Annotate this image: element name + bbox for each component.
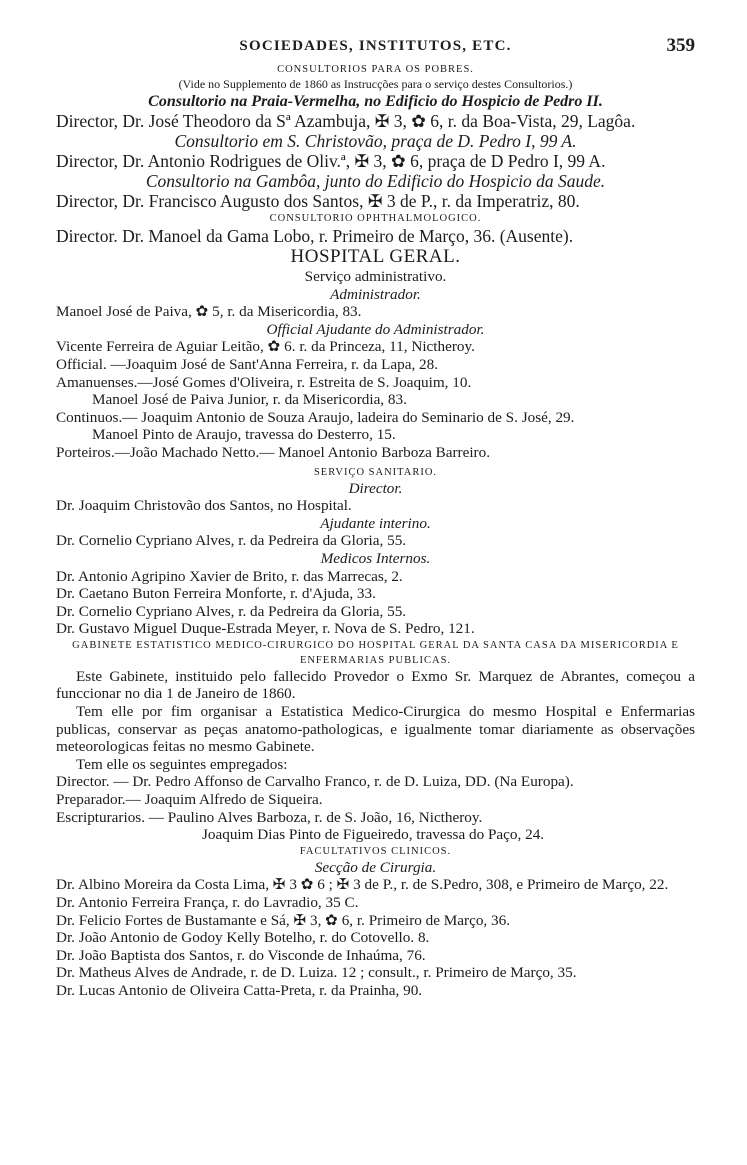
medico-interno-entry: Dr. Cornelio Cypriano Alves, r. da Pedreira da Gloria, 55. bbox=[56, 602, 407, 620]
ophthalmo-heading: CONSULTORIO OPHTHALMOLOGICO. bbox=[269, 213, 482, 224]
gabinete-heading: GABINETE ESTATISTICO MEDICO-CIRURGICO DO HOSPITAL GERAL DA SANTA CASA DA MISERICORDIA E ENFERMARIAS PUBLICAS. bbox=[72, 639, 679, 666]
servico-sanitario-heading: SERVIÇO SANITARIO. bbox=[313, 466, 438, 478]
consultorios-note: (Vide no Supplemento de 1860 as Instrucções para o serviço destes Consultorios.) bbox=[178, 77, 573, 91]
running-title: SOCIEDADES, INSTITUTOS, ETC. bbox=[239, 38, 512, 54]
medico-interno-entry: Dr. Caetano Buton Ferreira Monforte, r. d'Ajuda, 33. bbox=[56, 585, 376, 603]
administrador-entry: Manoel José de Paiva, ✿ 5, r. da Misericordia, 83. bbox=[56, 303, 362, 321]
continuos-entry-2: Manoel Pinto de Araujo, travessa do Desterro, 15. bbox=[92, 426, 396, 444]
gabinete-escripturarios: Escripturarios. — Paulino Alves Barboza, r. de S. João, 16, Nictheroy. bbox=[56, 808, 483, 826]
facultativo-entry: Dr. Felicio Fortes de Bustamante e Sá, ✠ 3, ✿ 6, r. Primeiro de Março, 36. bbox=[56, 911, 510, 929]
facultativo-entry: Dr. João Antonio de Godoy Kelly Botelho, r. do Cotovello. 8. bbox=[56, 929, 430, 947]
official-entry: Official. —Joaquim José de Sant'Anna Ferreira, r. da Lapa, 28. bbox=[56, 355, 439, 373]
facultativos-section bbox=[56, 844, 695, 1000]
medicos-internos-label: Medicos Internos. bbox=[320, 549, 431, 567]
gabinete-section bbox=[56, 638, 695, 844]
praia-vermelha-director: Director, Dr. José Theodoro da Sª Azambuja, ✠ 3, ✿ 6, r. da Boa-Vista, 29, Lagôa. bbox=[56, 111, 636, 131]
medico-interno-entry: Dr. Antonio Agripino Xavier de Brito, r. das Marrecas, 2. bbox=[56, 567, 403, 585]
administrador-label: Administrador. bbox=[330, 285, 421, 303]
gamboa-director: Director, Dr. Francisco Augusto dos Santos, ✠ 3 de P., r. da Imperatriz, 80. bbox=[56, 191, 580, 211]
gabinete-preparador: Preparador.— Joaquim Alfredo de Siqueira. bbox=[56, 791, 323, 809]
consultorios-heading: CONSULTORIOS PARA OS POBRES. bbox=[277, 64, 474, 75]
hospital-section bbox=[56, 246, 695, 638]
facultativo-entry: Dr. João Baptista dos Santos, r. do Visconde de Inhaúma, 76. bbox=[56, 946, 426, 964]
hospital-title: HOSPITAL GERAL. bbox=[290, 246, 461, 267]
page-header bbox=[56, 30, 695, 62]
praia-vermelha-title: Consultorio na Praia-Vermelha, no Edificio do Hospicio de Pedro II. bbox=[148, 93, 603, 110]
ophthalmo-director: Director. Dr. Manoel da Gama Lobo, r. Primeiro de Março, 36. (Ausente). bbox=[56, 226, 574, 246]
sao-christovao-title: Consultorio em S. Christovão, praça de D. Pedro I, 99 A. bbox=[174, 131, 577, 151]
amanuenses-entry-2: Manoel José de Paiva Junior, r. da Misericordia, 83. bbox=[92, 391, 407, 409]
gabinete-paragraph-3: Tem elle os seguintes empregados: bbox=[76, 755, 288, 773]
ajudante-entry: Dr. Cornelio Cypriano Alves, r. da Pedreira da Gloria, 55. bbox=[56, 532, 407, 550]
consultorios-section bbox=[56, 62, 695, 246]
gabinete-paragraph-2: Tem elle por fim organisar a Estatistica Medico-Cirurgica do mesmo Hospital e Enfermarias publicas, conservar as peças anatomo-pathologicas, e igualmente tomar diariamente as observações meteorologicas feitas no mesmo Gabinete. bbox=[56, 703, 695, 756]
facultativo-entry: Dr. Antonio Ferreira França, r. do Lavradio, 35 C. bbox=[56, 894, 359, 911]
servico-administrativo: Serviço administrativo. bbox=[304, 268, 447, 285]
gamboa-title: Consultorio na Gambôa, junto do Edificio do Hospicio da Saude. bbox=[145, 171, 606, 191]
official-ajudante-entry: Vicente Ferreira de Aguiar Leitão, ✿ 6. r. da Princeza, 11, Nictheroy. bbox=[56, 338, 475, 356]
gabinete-paragraph-1: Este Gabinete, instituido pelo fallecido Provedor o Exmo Sr. Marquez de Abrantes, começou a funccionar no dia 1 de Janeiro de 1860. bbox=[56, 667, 695, 703]
gabinete-escripturarios-2: Joaquim Dias Pinto de Figueiredo, travessa do Paço, 24. bbox=[202, 826, 545, 844]
ajudante-label: Ajudante interino. bbox=[320, 514, 431, 532]
continuos-entry: Continuos.— Joaquim Antonio de Souza Araujo, ladeira do Seminario de S. José, 29. bbox=[56, 408, 575, 426]
director-entry: Dr. Joaquim Christovão dos Santos, no Hospital. bbox=[56, 497, 352, 515]
official-ajudante-label: Official Ajudante do Administrador. bbox=[266, 320, 485, 338]
facultativo-entry: Dr. Lucas Antonio de Oliveira Catta-Preta, r. da Prainha, 90. bbox=[56, 981, 423, 999]
page-number: 359 bbox=[666, 35, 695, 56]
gabinete-director: Director. — Dr. Pedro Affonso de Carvalho Franco, r. de D. Luiza, DD. (Na Europa). bbox=[56, 773, 574, 791]
sao-christovao-director: Director, Dr. Antonio Rodrigues de Oliv.ª, ✠ 3, ✿ 6, praça de D Pedro I, 99 A. bbox=[56, 151, 606, 171]
facultativo-entry: Dr. Albino Moreira da Costa Lima, ✠ 3 ✿ 6 ; ✠ 3 de P., r. de S.Pedro, 308, e Primeiro de Março, 22. bbox=[56, 876, 669, 894]
medico-interno-entry: Dr. Gustavo Miguel Duque-Estrada Meyer, r. Nova de S. Pedro, 121. bbox=[56, 620, 475, 638]
amanuenses-entry: Amanuenses.—José Gomes d'Oliveira, r. Estreita de S. Joaquim, 10. bbox=[56, 373, 472, 391]
facultativos-heading: FACULTATIVOS CLINICOS. bbox=[299, 845, 452, 857]
seccao-cirurgia-label: Secção de Cirurgia. bbox=[314, 858, 437, 876]
director-label: Director. bbox=[348, 479, 403, 497]
facultativo-entry: Dr. Matheus Alves de Andrade, r. de D. Luiza. 12 ; consult., r. Primeiro de Março, 35. bbox=[56, 964, 577, 982]
porteiros-entry: Porteiros.—João Machado Netto.— Manoel Antonio Barboza Barreiro. bbox=[56, 443, 491, 461]
